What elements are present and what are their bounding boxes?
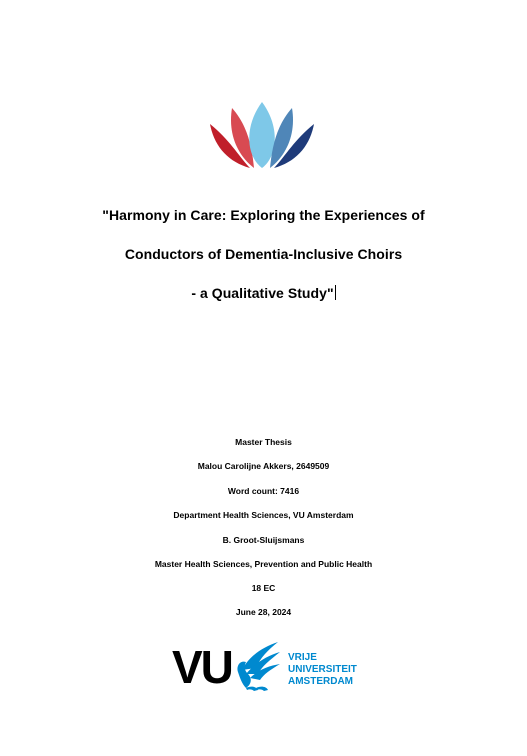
title-line-3 bbox=[0, 285, 527, 301]
vu-full-name bbox=[288, 652, 357, 688]
date-line: June 28, 2024 bbox=[235, 607, 292, 617]
programme-line: Master Health Sciences, Prevention and Public Health bbox=[154, 559, 373, 569]
text-cursor bbox=[335, 285, 336, 300]
vu-name-line-3: AMSTERDAM bbox=[288, 676, 353, 687]
word-count: Word count: 7416 bbox=[227, 486, 300, 496]
title-line-2: Conductors of Dementia-Inclusive Choirs bbox=[124, 246, 403, 262]
vu-name-line-1: VRIJE bbox=[288, 652, 317, 663]
vu-initials: VU bbox=[172, 641, 232, 693]
title-line-3-text: - a Qualitative Study" bbox=[191, 285, 334, 301]
title-line-1: "Harmony in Care: Exploring the Experiences of bbox=[102, 207, 425, 223]
thesis-type: Master Thesis bbox=[235, 437, 292, 447]
vu-name-line-2: UNIVERSITEIT bbox=[288, 664, 357, 675]
supervisor-line: B. Groot-Sluijsmans bbox=[222, 535, 305, 545]
author-line: Malou Carolijne Akkers, 2649509 bbox=[197, 461, 330, 471]
department-line: Department Health Sciences, VU Amsterdam bbox=[173, 510, 354, 520]
lotus-logo-icon bbox=[206, 100, 318, 172]
credits-line: 18 EC bbox=[251, 583, 276, 593]
griffin-emblem-icon bbox=[234, 640, 282, 692]
lotus-petal-center bbox=[249, 102, 275, 168]
vu-amsterdam-logo bbox=[172, 640, 372, 696]
